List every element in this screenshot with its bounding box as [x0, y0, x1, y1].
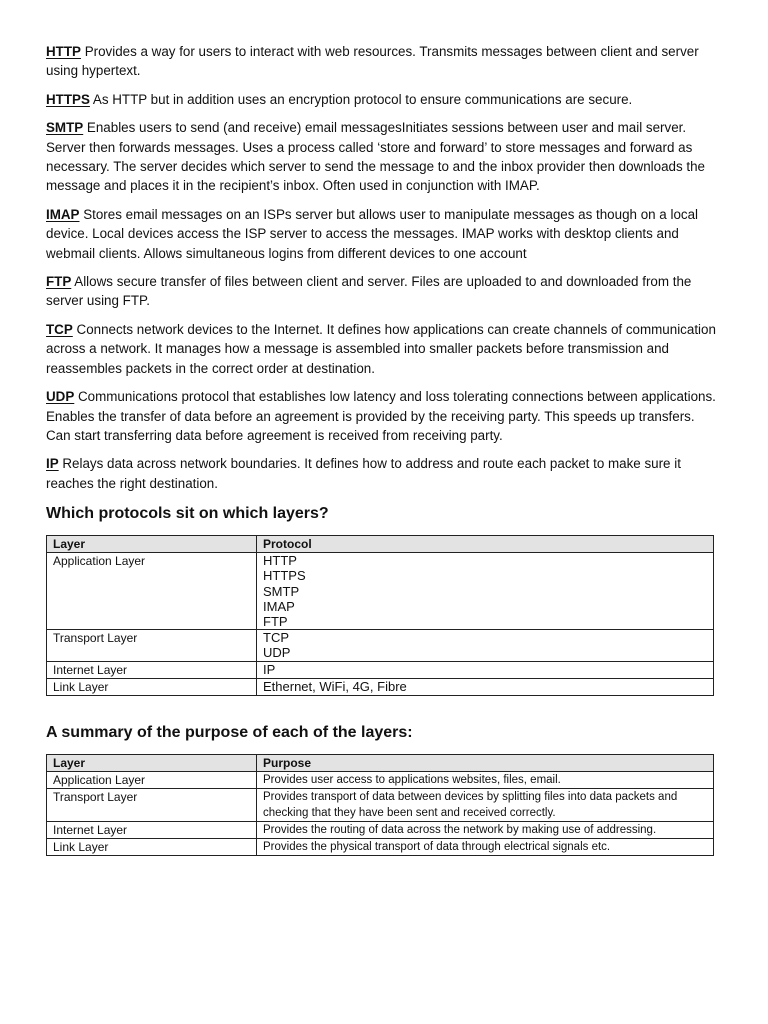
- definition-text: Allows secure transfer of files between client and server. Files are uploaded to and downloaded from the server using FTP.: [46, 274, 692, 309]
- protocols-table: [46, 535, 714, 695]
- definition-text: As HTTP but in addition uses an encryption protocol to ensure communications are secure.: [89, 91, 633, 107]
- protocol-item: HTTPS: [263, 568, 306, 584]
- definition-text: Communications protocol that establishes low latency and loss tolerating connections between applications. Enables the transfer of data before an agreement is provided by the receiving party. This speeds up transfers. Can start transferring data before agreement is received from receiving party.: [46, 389, 716, 443]
- definition-smtp: [46, 118, 722, 196]
- layer-cell: Link Layer: [47, 838, 257, 855]
- summary-heading: A summary of the purpose of each of the layers:: [46, 723, 413, 741]
- protocol-item: HTTP: [263, 553, 297, 569]
- layer-cell: Application Layer: [47, 771, 257, 788]
- header-protocol: Protocol: [257, 536, 714, 553]
- definition-udp: [46, 387, 722, 445]
- definition-text: Provides a way for users to interact with web resources. Transmits messages between client and server using hypertext.: [46, 44, 699, 79]
- layer-cell: Internet Layer: [47, 821, 257, 838]
- protocol-item: FTP: [263, 613, 288, 629]
- header-purpose: Purpose: [257, 754, 714, 771]
- protocol-item: TCP: [263, 630, 289, 646]
- definition-http: [46, 42, 722, 81]
- summary-table: [46, 754, 714, 856]
- term-ftp: FTP: [46, 274, 72, 290]
- layer-cell: Transport Layer: [47, 630, 257, 661]
- table-header-row: [47, 754, 714, 771]
- term-udp: UDP: [46, 389, 75, 405]
- table-row: [47, 678, 714, 695]
- term-https: HTTPS: [46, 91, 90, 107]
- definition-tcp: [46, 320, 722, 378]
- term-imap: IMAP: [46, 206, 80, 222]
- protocol-item: IP: [263, 661, 276, 677]
- protocol-item: SMTP: [263, 583, 300, 599]
- table-row: [47, 553, 714, 630]
- table-header-row: [47, 536, 714, 553]
- definition-https: [46, 90, 722, 109]
- protocol-cell: [257, 661, 714, 678]
- term-ip: IP: [46, 456, 59, 472]
- document-page: [46, 42, 722, 856]
- table-row: [47, 838, 714, 855]
- table-row: [47, 771, 714, 788]
- protocol-cell: [257, 678, 714, 695]
- term-smtp: SMTP: [46, 120, 84, 136]
- table-row: [47, 630, 714, 661]
- purpose-cell: Provides the routing of data across the network by making use of addressing.: [257, 821, 714, 838]
- protocol-item: UDP: [263, 645, 291, 661]
- layer-cell: Application Layer: [47, 553, 257, 630]
- layer-cell: Link Layer: [47, 678, 257, 695]
- definition-text: Enables users to send (and receive) email messagesInitiates sessions between user and mail server. Server then forwards messages. Uses a process called ‘store and forward’ to store messages and forward as necessary. The server decides which server to send the message to and the inbox provider then downloads the message and places it in the recipient’s inbox. Often used in conjunction with IMAP.: [46, 120, 705, 194]
- term-http: HTTP: [46, 44, 81, 59]
- purpose-cell: Provides user access to applications websites, files, email.: [257, 771, 714, 788]
- definition-ip: [46, 454, 722, 493]
- protocol-item: Ethernet, WiFi, 4G, Fibre: [263, 678, 407, 694]
- protocol-cell: [257, 553, 714, 630]
- table-row: [47, 661, 714, 678]
- purpose-cell: Provides transport of data between devices by splitting files into data packets and checking that they have been sent and received correctly.: [257, 788, 714, 821]
- definition-text: Relays data across network boundaries. It defines how to address and route each packet to make sure it reaches the right destination.: [46, 456, 681, 491]
- protocol-cell: [257, 630, 714, 661]
- table-row: [47, 821, 714, 838]
- table-row: [47, 788, 714, 821]
- header-layer: Layer: [47, 754, 257, 771]
- term-tcp: TCP: [46, 321, 73, 337]
- definition-ftp: [46, 272, 722, 311]
- layer-cell: Internet Layer: [47, 661, 257, 678]
- protocols-heading: Which protocols sit on which layers?: [46, 505, 329, 523]
- protocol-item: IMAP: [263, 598, 295, 614]
- definition-imap: [46, 205, 722, 263]
- definition-text: Connects network devices to the Internet. It defines how applications can create channels of communication across a network. It manages how a message is assembled into smaller packets before transmission and reassembles packets in the correct order at destination.: [46, 321, 716, 376]
- purpose-cell: Provides the physical transport of data through electrical signals etc.: [257, 838, 714, 855]
- layer-cell: Transport Layer: [47, 788, 257, 821]
- definition-text: Stores email messages on an ISPs server but allows user to manipulate messages as though on a local device. Local devices access the ISP server to access the messages. IMAP works with desktop clients and webmail clients. Allows simultaneous logins from different devices to one account: [46, 206, 699, 261]
- header-layer: Layer: [47, 536, 257, 553]
